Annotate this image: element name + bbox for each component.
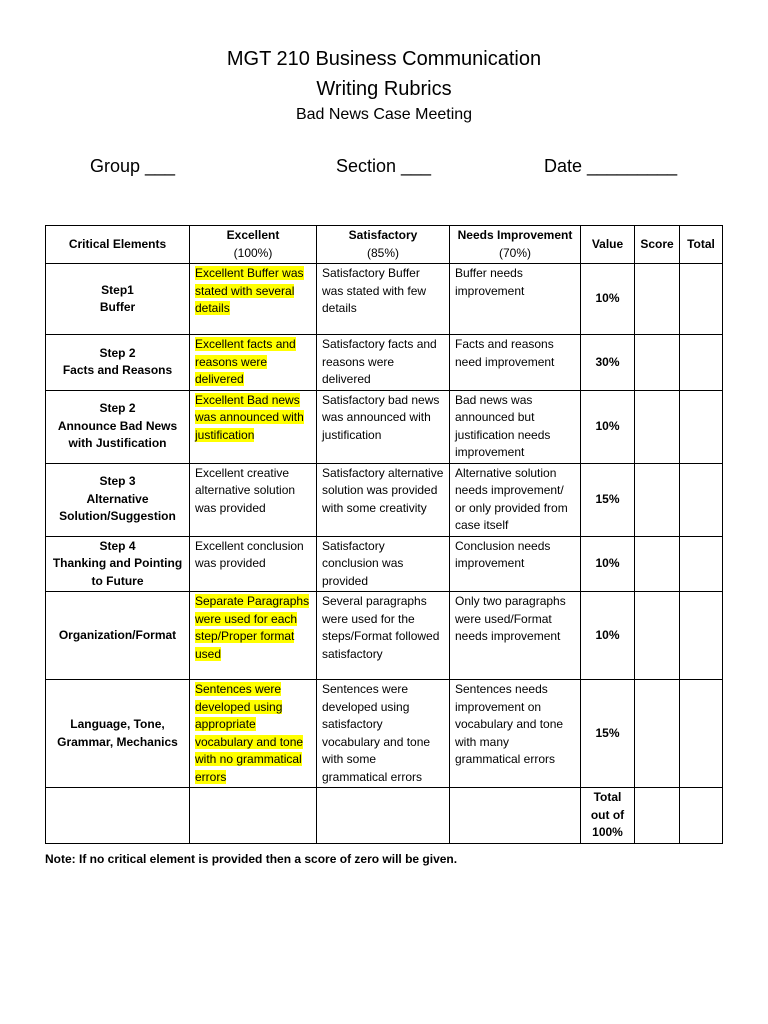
excellent-cell: Excellent facts and reasons were delivered <box>190 335 317 391</box>
score-cell[interactable] <box>635 390 680 463</box>
total-cell[interactable] <box>680 536 723 592</box>
header-needs-improvement: Needs Improvement (70%) <box>450 226 581 264</box>
satisfactory-cell: Satisfactory bad news was announced with justification <box>317 390 450 463</box>
empty-cell <box>190 788 317 844</box>
critical-element: Step 2 Announce Bad News with Justification <box>46 390 190 463</box>
satisfactory-cell: Satisfactory conclusion was provided <box>317 536 450 592</box>
satisfactory-cell: Satisfactory alternative solution was provided with some creativity <box>317 463 450 536</box>
rubric-title: Writing Rubrics <box>316 78 452 100</box>
table-row <box>46 264 723 335</box>
satisfactory-cell: Several paragraphs were used for the steps/Format followed satisfactory <box>317 592 450 680</box>
satisfactory-cell: Sentences were developed using satisfactory vocabulary and tone with some grammatical errors <box>317 680 450 788</box>
excellent-cell: Excellent Bad news was announced with justification <box>190 390 317 463</box>
score-total-cell[interactable] <box>635 788 680 844</box>
table-row <box>46 335 723 391</box>
course-title: MGT 210 Business Communication <box>226 48 542 70</box>
score-cell[interactable] <box>635 536 680 592</box>
excellent-cell: Sentences were developed using appropriate vocabulary and tone with no grammatical errors <box>190 680 317 788</box>
score-cell[interactable] <box>635 264 680 335</box>
needs-improvement-cell: Bad news was announced but justification needs improvement <box>450 390 581 463</box>
score-cell[interactable] <box>635 335 680 391</box>
empty-cell <box>317 788 450 844</box>
needs-improvement-cell: Buffer needs improvement <box>450 264 581 335</box>
critical-element: Language, Tone, Grammar, Mechanics <box>46 680 190 788</box>
value-cell: 10% <box>581 536 635 592</box>
excellent-cell: Excellent conclusion was provided <box>190 536 317 592</box>
critical-element: Step 2 Facts and Reasons <box>46 335 190 391</box>
score-cell[interactable] <box>635 463 680 536</box>
rubric-table <box>45 225 723 844</box>
table-row <box>46 680 723 788</box>
score-cell[interactable] <box>635 592 680 680</box>
header-row <box>46 226 723 264</box>
total-cell[interactable] <box>680 592 723 680</box>
table-row <box>46 390 723 463</box>
excellent-cell: Excellent creative alternative solution was provided <box>190 463 317 536</box>
value-cell: 10% <box>581 390 635 463</box>
critical-element: Step1 Buffer <box>46 264 190 335</box>
total-cell[interactable] <box>680 335 723 391</box>
date-field[interactable]: Date _________ <box>544 156 678 176</box>
needs-improvement-cell: Alternative solution needs improvement/ or only provided from case itself <box>450 463 581 536</box>
critical-element: Organization/Format <box>46 592 190 680</box>
value-cell: 10% <box>581 264 635 335</box>
table-row <box>46 463 723 536</box>
table-row <box>46 536 723 592</box>
header-critical: Critical Elements <box>46 226 190 264</box>
needs-improvement-cell: Facts and reasons need improvement <box>450 335 581 391</box>
empty-cell <box>46 788 190 844</box>
table-row <box>46 592 723 680</box>
header-total: Total <box>680 226 723 264</box>
header-value: Value <box>581 226 635 264</box>
score-cell[interactable] <box>635 680 680 788</box>
needs-improvement-cell: Conclusion needs improvement <box>450 536 581 592</box>
grand-total-cell[interactable] <box>680 788 723 844</box>
value-cell: 10% <box>581 592 635 680</box>
assignment-title: Bad News Case Meeting <box>295 106 473 123</box>
value-cell: 15% <box>581 463 635 536</box>
critical-element: Step 4 Thanking and Pointing to Future <box>46 536 190 592</box>
total-row <box>46 788 723 844</box>
empty-cell <box>450 788 581 844</box>
total-cell[interactable] <box>680 390 723 463</box>
value-cell: 15% <box>581 680 635 788</box>
header-score: Score <box>635 226 680 264</box>
excellent-cell: Excellent Buffer was stated with several details <box>190 264 317 335</box>
total-cell[interactable] <box>680 680 723 788</box>
value-cell: 30% <box>581 335 635 391</box>
needs-improvement-cell: Only two paragraphs were used/Format needs improvement <box>450 592 581 680</box>
header-excellent: Excellent (100%) <box>190 226 317 264</box>
total-cell[interactable] <box>680 463 723 536</box>
total-cell[interactable] <box>680 264 723 335</box>
satisfactory-cell: Satisfactory facts and reasons were delivered <box>317 335 450 391</box>
footnote: Note: If no critical element is provided then a score of zero will be given. <box>45 852 458 866</box>
excellent-cell: Separate Paragraphs were used for each step/Proper format used <box>190 592 317 680</box>
needs-improvement-cell: Sentences needs improvement on vocabulary and tone with many grammatical errors <box>450 680 581 788</box>
header-satisfactory: Satisfactory (85%) <box>317 226 450 264</box>
section-field[interactable]: Section ___ <box>336 156 432 176</box>
critical-element: Step 3 Alternative Solution/Suggestion <box>46 463 190 536</box>
satisfactory-cell: Satisfactory Buffer was stated with few details <box>317 264 450 335</box>
group-field[interactable]: Group ___ <box>90 156 176 176</box>
total-out-of-label: Total out of 100% <box>581 788 635 844</box>
